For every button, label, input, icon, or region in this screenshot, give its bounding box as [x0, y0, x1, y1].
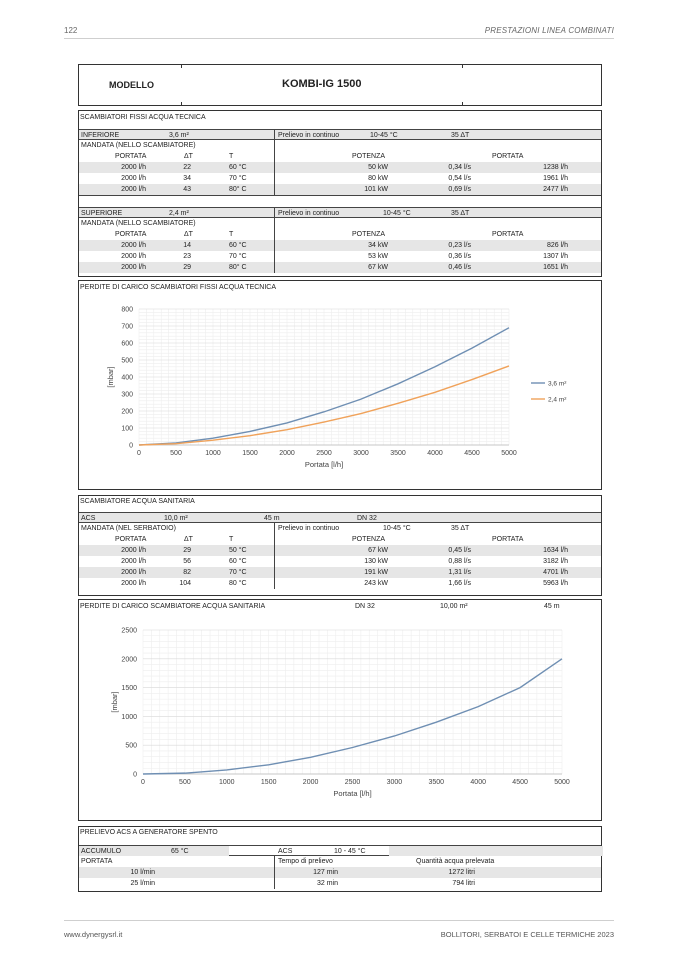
cell-ls: 0,45 l/s [448, 546, 471, 554]
cell-potenza: 53 kW [368, 252, 388, 260]
cell-lh: 1238 l/h [543, 163, 568, 171]
cell-potenza: 101 kW [364, 185, 388, 193]
cell-ls: 1,66 l/s [448, 579, 471, 587]
table-row [79, 556, 601, 567]
sanitary-table [78, 495, 602, 596]
column-header: PORTATA [492, 230, 524, 238]
column-header: PORTATA [115, 152, 147, 160]
delta-t: 35 ΔT [451, 131, 470, 139]
y-axis-label: [mbar] [106, 366, 115, 388]
acs-row [79, 512, 601, 523]
cell-lh: 4701 l/h [543, 568, 568, 576]
cell-ls: 0,36 l/s [448, 252, 471, 260]
model-box [78, 64, 602, 106]
y-tick-label: 100 [121, 425, 133, 433]
cell-t: 60 °C [229, 557, 247, 565]
cell-ls: 0,46 l/s [448, 263, 471, 271]
x-tick-label: 3500 [428, 779, 445, 786]
tech-exchangers-table [78, 110, 602, 277]
exchanger-name: INFERIORE [81, 131, 120, 139]
cell-portata: 2000 l/h [121, 185, 146, 193]
prelievo-label: Prelievo in continuo [278, 131, 340, 139]
column-header: POTENZA [352, 152, 386, 160]
x-tick-label: 2500 [344, 779, 361, 786]
exchanger-name: SUPERIORE [81, 209, 123, 217]
column-header: PORTATA [115, 535, 147, 543]
cell-lh: 1307 l/h [543, 252, 568, 260]
cell-quantita: 1272 litri [448, 868, 475, 876]
cell-t: 70 °C [229, 568, 247, 576]
column-header-row [79, 534, 601, 545]
cell-potenza: 50 kW [368, 163, 388, 171]
x-tick-label: 5000 [554, 779, 570, 786]
tech-title: SCAMBIATORI FISSI ACQUA TECNICA [80, 114, 206, 121]
cell-portata: 2000 l/h [121, 241, 146, 249]
acs-label: ACS [278, 847, 293, 855]
temp-range: 10-45 °C [383, 524, 411, 532]
pressure-drop-chart-sanitary [79, 614, 599, 819]
mandata-label: MANDATA (NEL SERBATOIO) [81, 524, 176, 532]
legend-label: 2,4 m² [548, 396, 567, 404]
cell-ls: 0,23 l/s [448, 241, 471, 249]
y-tick-label: 400 [121, 374, 133, 382]
cell-ls: 0,88 l/s [448, 557, 471, 565]
mandata-row [79, 218, 601, 229]
section-title: PRESTAZIONI LINEA COMBINATI [484, 26, 614, 35]
cell-lh: 2477 l/h [543, 185, 568, 193]
cell-t: 80 °C [229, 579, 247, 587]
cell-dt: 82 [183, 568, 191, 576]
x-tick-label: 3500 [390, 450, 406, 457]
model-label: MODELLO [109, 80, 154, 90]
table-row [79, 545, 601, 556]
table-row [79, 240, 601, 251]
exchanger-header-row [79, 129, 601, 140]
chart2-dn: DN 32 [355, 603, 375, 610]
cell-t: 70 °C [229, 174, 247, 182]
cell-lh: 5963 l/h [543, 579, 568, 587]
delta-t: 35 ΔT [451, 209, 470, 217]
cell-portata: 2000 l/h [121, 546, 146, 554]
cell-dt: 22 [183, 163, 191, 171]
cell-quantita: 794 litri [452, 879, 475, 887]
column-header: ΔT [184, 152, 193, 160]
catalog-title: BOLLITORI, SERBATOI E CELLE TERMICHE 2023 [440, 930, 614, 939]
y-tick-label: 600 [121, 340, 133, 348]
cell-ls: 0,54 l/s [448, 174, 471, 182]
chart2-length: 45 m [544, 603, 560, 610]
x-tick-label: 4000 [427, 450, 443, 457]
cell-portata: 2000 l/h [121, 263, 146, 271]
cell-dt: 23 [183, 252, 191, 260]
cell-t: 80° C [229, 185, 247, 193]
column-header: PORTATA [115, 230, 147, 238]
x-tick-label: 2000 [302, 779, 319, 786]
pressure-drop-chart-tech [79, 293, 599, 488]
cell-dt: 56 [183, 557, 191, 565]
column-header: T [229, 152, 234, 160]
table-row [79, 878, 601, 889]
cell-dt: 104 [179, 579, 191, 587]
cell-potenza: 67 kW [368, 546, 388, 554]
x-tick-label: 500 [179, 779, 191, 786]
cell-t: 70 °C [229, 252, 247, 260]
temp-range: 10-45 °C [370, 131, 398, 139]
x-axis-label: Portata [l/h] [304, 460, 344, 469]
cell-portata: 2000 l/h [121, 557, 146, 565]
column-header-row [79, 856, 601, 867]
chart1-title: PERDITE DI CARICO SCAMBIATORI FISSI ACQUA TECNICA [80, 284, 277, 291]
y-tick-label: 500 [121, 357, 133, 365]
prelievo-label: Prelievo in continuo [278, 524, 340, 532]
cell-portata: 2000 l/h [121, 163, 146, 171]
exchanger-surface: 2,4 m² [169, 209, 189, 217]
cell-ls: 0,34 l/s [448, 163, 471, 171]
x-tick-label: 5000 [501, 450, 517, 457]
x-tick-label: 1500 [242, 450, 258, 457]
table-row [79, 578, 601, 589]
column-header: T [229, 230, 234, 238]
chart1-box [78, 280, 602, 490]
mandata-label: MANDATA (NELLO SCAMBIATORE) [81, 219, 196, 227]
column-header: POTENZA [352, 230, 386, 238]
mandata-row [79, 140, 601, 151]
page-header [64, 26, 614, 39]
column-header: ΔT [184, 230, 193, 238]
cell-portata: 25 l/min [130, 879, 155, 887]
exchanger-surface: 3,6 m² [169, 131, 189, 139]
acs-dn: DN 32 [357, 514, 377, 522]
x-tick-label: 2000 [279, 450, 295, 457]
cell-potenza: 34 kW [368, 241, 388, 249]
y-tick-label: 2000 [121, 656, 137, 664]
table-row [79, 173, 601, 184]
y-axis-label: [mbar] [110, 691, 119, 713]
cell-lh: 1634 l/h [543, 546, 568, 554]
table-row [79, 251, 601, 262]
cell-portata: 2000 l/h [121, 174, 146, 182]
column-header: T [229, 535, 234, 543]
table-row [79, 867, 601, 878]
model-value: KOMBI-IG 1500 [282, 78, 362, 90]
acs-surface: 10,0 m² [164, 514, 188, 522]
x-tick-label: 0 [141, 779, 145, 786]
x-axis-label: Portata [l/h] [333, 789, 372, 798]
column-header: PORTATA [81, 857, 113, 865]
cell-lh: 826 l/h [546, 241, 568, 249]
cell-portata: 2000 l/h [121, 579, 146, 587]
acs-length: 45 m [264, 514, 280, 522]
column-header: Quantità acqua prelevata [416, 857, 495, 865]
website: www.dynergysrl.it [64, 930, 123, 939]
x-tick-label: 3000 [386, 779, 403, 786]
x-tick-label: 4500 [464, 450, 480, 457]
acs-range: 10 - 45 °C [334, 847, 366, 855]
cell-potenza: 243 kW [364, 579, 388, 587]
cell-t: 80° C [229, 263, 247, 271]
sanit-title: SCAMBIATORE ACQUA SANITARIA [80, 498, 195, 505]
column-header: POTENZA [352, 535, 386, 543]
legend-label: 3,6 m² [548, 380, 567, 388]
column-header-row [79, 229, 601, 240]
accumulo-label: ACCUMULO [81, 847, 122, 855]
cell-portata: 2000 l/h [121, 568, 146, 576]
cell-potenza: 67 kW [368, 263, 388, 271]
cell-ls: 1,31 l/s [448, 568, 471, 576]
x-tick-label: 1000 [205, 450, 221, 457]
chart2-box [78, 599, 602, 821]
page-number: 122 [64, 26, 78, 35]
cell-potenza: 130 kW [364, 557, 388, 565]
cell-tempo: 32 min [316, 879, 338, 887]
exchanger-header-row [79, 207, 601, 218]
chart2-surface: 10,00 m² [440, 603, 468, 610]
y-tick-label: 800 [121, 306, 133, 314]
column-header: ΔT [184, 535, 193, 543]
column-header: PORTATA [492, 535, 524, 543]
cell-tempo: 127 min [313, 868, 338, 876]
cell-dt: 14 [183, 241, 191, 249]
cell-lh: 1651 l/h [543, 263, 568, 271]
cell-dt: 29 [183, 546, 191, 554]
cell-t: 50 °C [229, 546, 247, 554]
x-tick-label: 4000 [470, 779, 486, 786]
prelievo-title: PRELIEVO ACS A GENERATORE SPENTO [80, 829, 218, 836]
x-tick-label: 3000 [353, 450, 369, 457]
mandata-row [79, 523, 601, 534]
cell-dt: 29 [183, 263, 191, 271]
cell-potenza: 191 kW [364, 568, 388, 576]
table-row [79, 184, 601, 195]
y-tick-label: 2500 [121, 627, 137, 635]
cell-portata: 2000 l/h [121, 252, 146, 260]
cell-portata: 10 l/min [130, 868, 155, 876]
cell-lh: 3182 l/h [543, 557, 568, 565]
cell-lh: 1961 l/h [543, 174, 568, 182]
accumulo-value: 65 °C [171, 847, 189, 855]
y-tick-label: 300 [121, 391, 133, 399]
prelievo-table [78, 826, 602, 892]
cell-t: 60 °C [229, 241, 247, 249]
y-tick-label: 1500 [121, 685, 137, 693]
y-tick-label: 1000 [121, 713, 137, 721]
cell-t: 60 °C [229, 163, 247, 171]
accumulo-row [79, 845, 601, 856]
mandata-label: MANDATA (NELLO SCAMBIATORE) [81, 141, 196, 149]
cell-dt: 34 [183, 174, 191, 182]
table-row [79, 262, 601, 273]
x-tick-label: 1000 [219, 779, 235, 786]
x-tick-label: 2500 [316, 450, 332, 457]
column-header-row [79, 151, 601, 162]
acs-label: ACS [81, 514, 96, 522]
cell-potenza: 80 kW [368, 174, 388, 182]
y-tick-label: 500 [125, 742, 137, 750]
column-header: Tempo di prelievo [278, 857, 333, 865]
chart2-title: PERDITE DI CARICO SCAMBIATORE ACQUA SANITARIA [80, 603, 266, 610]
y-tick-label: 200 [121, 408, 133, 416]
y-tick-label: 700 [121, 323, 133, 331]
y-tick-label: 0 [133, 771, 137, 779]
y-tick-label: 0 [129, 442, 133, 450]
cell-ls: 0,69 l/s [448, 185, 471, 193]
page-footer [64, 920, 614, 937]
temp-range: 10-45 °C [383, 209, 411, 217]
prelievo-label: Prelievo in continuo [278, 209, 340, 217]
cell-dt: 43 [183, 185, 191, 193]
table-row [79, 567, 601, 578]
column-header: PORTATA [492, 152, 524, 160]
delta-t: 35 ΔT [451, 524, 470, 532]
x-tick-label: 500 [170, 450, 182, 457]
x-tick-label: 1500 [260, 779, 277, 786]
x-tick-label: 0 [137, 450, 141, 457]
table-row [79, 162, 601, 173]
x-tick-label: 4500 [512, 779, 528, 786]
